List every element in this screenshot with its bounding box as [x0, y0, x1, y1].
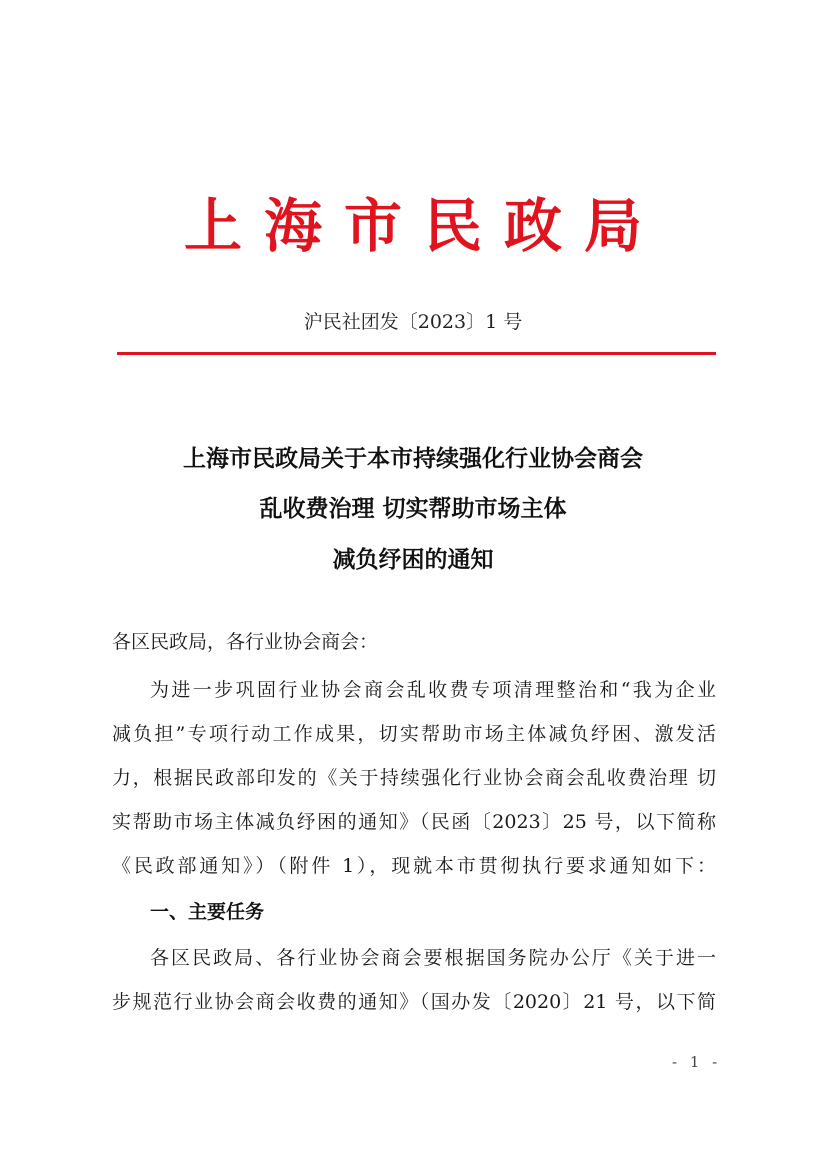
paragraph-1-line-4: 实帮助市场主体减负纾困的通知》（民函〔2023〕25 号，以下简称 — [112, 811, 716, 833]
page-number: - 1 - — [672, 1053, 722, 1071]
issuing-authority-title: 上海市民政局 — [183, 192, 664, 260]
document-title-line-3: 减负纾困的通知 — [332, 547, 494, 573]
red-separator-line — [117, 352, 716, 355]
document-number: 沪民社团发〔2023〕1 号 — [303, 311, 523, 333]
document-title-line-2: 乱收费治理 切实帮助市场主体 — [259, 496, 567, 522]
paragraph-1-line-1: 为进一步巩固行业协会商会乱收费专项清理整治和“我为企业 — [150, 679, 716, 701]
document-title-line-1: 上海市民政局关于本市持续强化行业协会商会 — [183, 446, 643, 472]
paragraph-1-line-2: 减负担”专项行动工作成果，切实帮助市场主体减负纾困、激发活 — [112, 723, 716, 745]
paragraph-2-line-2: 步规范行业协会商会收费的通知》（国办发〔2020〕21 号，以下简 — [112, 991, 716, 1013]
paragraph-1-line-3: 力，根据民政部印发的《关于持续强化行业协会商会乱收费治理 切 — [112, 767, 716, 789]
salutation: 各区民政局，各行业协会商会： — [112, 631, 379, 653]
paragraph-2-line-1: 各区民政局、各行业协会商会要根据国务院办公厅《关于进一 — [150, 947, 716, 969]
section-heading-1: 一、主要任务 — [150, 901, 265, 923]
paragraph-1-line-5: 《民政部通知》）（附件 1），现就本市贯彻执行要求通知如下： — [112, 855, 716, 877]
